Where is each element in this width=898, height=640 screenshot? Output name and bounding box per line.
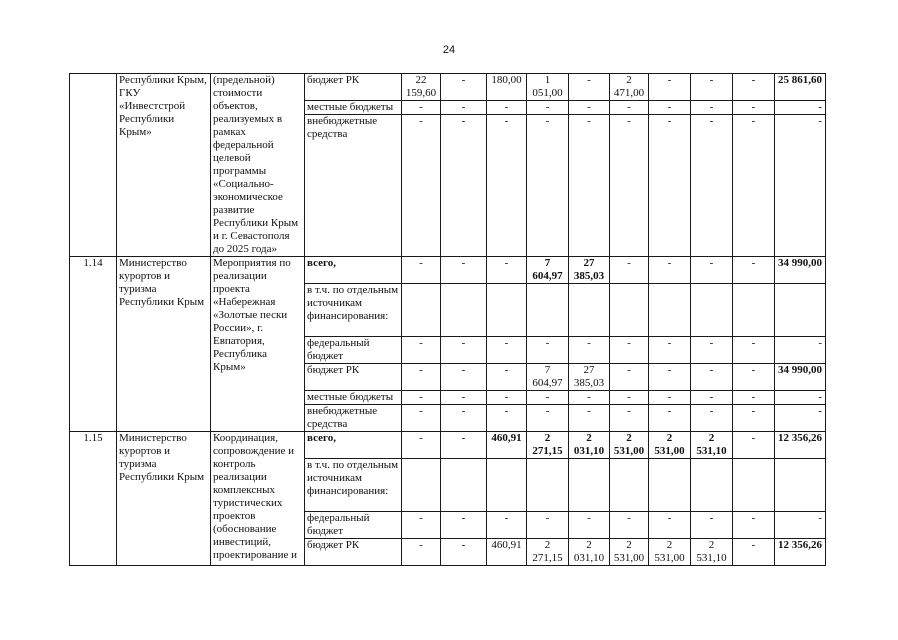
total-value-cell	[775, 459, 826, 512]
year-value-cell: -	[487, 391, 527, 405]
year-value-cell: -	[569, 337, 610, 364]
year-value-cell: -	[441, 512, 487, 539]
year-value-cell: -	[610, 405, 649, 432]
year-value-cell	[487, 459, 527, 512]
year-value-cell: -	[402, 391, 441, 405]
row-index	[70, 74, 117, 257]
year-value-cell: -	[441, 432, 487, 459]
year-value-cell: -	[527, 115, 569, 257]
year-value-cell	[691, 284, 733, 337]
year-value-cell: 7 604,97	[527, 257, 569, 284]
year-value-cell: -	[649, 74, 691, 101]
year-value-cell: -	[649, 405, 691, 432]
year-value-cell: -	[691, 257, 733, 284]
year-value-cell: -	[402, 512, 441, 539]
measure-cell: Координация, сопровождение и контроль реализации комплексных туристических проектов (обоснование инвестиций, проектирование и	[211, 432, 305, 566]
executor-cell: Республики Крым, ГКУ «Инвестстрой Республики Крым»	[117, 74, 211, 257]
year-value-cell	[402, 284, 441, 337]
year-value-cell: -	[733, 364, 775, 391]
year-value-cell	[487, 284, 527, 337]
year-value-cell: -	[691, 74, 733, 101]
funding-source-cell: бюджет РК	[305, 364, 402, 391]
year-value-cell: -	[487, 337, 527, 364]
year-value-cell: -	[441, 405, 487, 432]
year-value-cell: -	[691, 391, 733, 405]
total-value-cell: -	[775, 391, 826, 405]
year-value-cell	[441, 459, 487, 512]
year-value-cell	[569, 459, 610, 512]
year-value-cell: -	[527, 337, 569, 364]
year-value-cell: 2 031,10	[569, 432, 610, 459]
year-value-cell: -	[733, 405, 775, 432]
year-value-cell: 2 531,00	[610, 539, 649, 566]
year-value-cell: 2 531,10	[691, 539, 733, 566]
year-value-cell: -	[610, 115, 649, 257]
funding-source-cell: местные бюджеты	[305, 391, 402, 405]
year-value-cell: 1 051,00	[527, 74, 569, 101]
year-value-cell: -	[649, 115, 691, 257]
measure-cell: Мероприятия по реализации проекта «Набережная «Золотые пески России», г. Евпатория, Республика Крым»	[211, 257, 305, 432]
year-value-cell: -	[649, 101, 691, 115]
row-index: 1.15	[70, 432, 117, 566]
year-value-cell: -	[402, 539, 441, 566]
year-value-cell: -	[402, 405, 441, 432]
total-value-cell: 25 861,60	[775, 74, 826, 101]
year-value-cell: -	[441, 364, 487, 391]
year-value-cell	[527, 459, 569, 512]
year-value-cell	[610, 284, 649, 337]
total-value-cell: -	[775, 337, 826, 364]
year-value-cell: -	[402, 337, 441, 364]
year-value-cell: 7 604,97	[527, 364, 569, 391]
year-value-cell: 22 159,60	[402, 74, 441, 101]
year-value-cell: -	[610, 101, 649, 115]
year-value-cell: -	[569, 74, 610, 101]
year-value-cell: -	[691, 364, 733, 391]
total-value-cell: 12 356,26	[775, 539, 826, 566]
page-number: 24	[442, 44, 456, 56]
year-value-cell: -	[733, 115, 775, 257]
year-value-cell: -	[527, 405, 569, 432]
year-value-cell: -	[691, 405, 733, 432]
funding-source-cell: федеральный бюджет	[305, 512, 402, 539]
budget-body	[70, 74, 826, 566]
total-value-cell: -	[775, 512, 826, 539]
year-value-cell: -	[691, 512, 733, 539]
year-value-cell: -	[610, 391, 649, 405]
year-value-cell: 2 471,00	[610, 74, 649, 101]
year-value-cell: -	[402, 432, 441, 459]
year-value-cell	[402, 459, 441, 512]
year-value-cell: -	[610, 337, 649, 364]
year-value-cell: -	[610, 512, 649, 539]
year-value-cell: -	[487, 115, 527, 257]
table-row	[70, 74, 826, 101]
table-row	[70, 432, 826, 459]
year-value-cell: -	[441, 101, 487, 115]
year-value-cell: 180,00	[487, 74, 527, 101]
year-value-cell: -	[733, 539, 775, 566]
year-value-cell: -	[402, 257, 441, 284]
year-value-cell: -	[487, 101, 527, 115]
year-value-cell: -	[487, 512, 527, 539]
year-value-cell	[569, 284, 610, 337]
funding-source-cell: в т.ч. по отдельным источникам финансирования:	[305, 284, 402, 337]
year-value-cell: 460,91	[487, 432, 527, 459]
year-value-cell: 27 385,03	[569, 364, 610, 391]
year-value-cell: -	[569, 512, 610, 539]
funding-source-cell: в т.ч. по отдельным источникам финансирования:	[305, 459, 402, 512]
year-value-cell: -	[733, 512, 775, 539]
year-value-cell: -	[569, 101, 610, 115]
total-value-cell: -	[775, 115, 826, 257]
year-value-cell: -	[691, 115, 733, 257]
funding-source-cell: внебюджетные средства	[305, 405, 402, 432]
year-value-cell: -	[487, 364, 527, 391]
funding-source-cell: местные бюджеты	[305, 101, 402, 115]
year-value-cell: -	[402, 115, 441, 257]
year-value-cell: -	[610, 364, 649, 391]
year-value-cell: 460,91	[487, 539, 527, 566]
year-value-cell: -	[649, 257, 691, 284]
year-value-cell: 27 385,03	[569, 257, 610, 284]
year-value-cell: -	[733, 391, 775, 405]
total-value-cell: 34 990,00	[775, 364, 826, 391]
budget-table	[69, 73, 826, 566]
year-value-cell: -	[527, 512, 569, 539]
total-value-cell: 34 990,00	[775, 257, 826, 284]
year-value-cell	[527, 284, 569, 337]
year-value-cell: -	[487, 257, 527, 284]
year-value-cell: -	[691, 101, 733, 115]
year-value-cell: -	[527, 391, 569, 405]
year-value-cell: -	[610, 257, 649, 284]
year-value-cell: 2 531,00	[649, 539, 691, 566]
total-value-cell: -	[775, 405, 826, 432]
year-value-cell: -	[733, 74, 775, 101]
total-value-cell: -	[775, 101, 826, 115]
year-value-cell: -	[733, 432, 775, 459]
year-value-cell: 2 271,15	[527, 539, 569, 566]
funding-source-cell: федеральный бюджет	[305, 337, 402, 364]
year-value-cell: -	[487, 405, 527, 432]
year-value-cell: -	[649, 364, 691, 391]
year-value-cell	[649, 459, 691, 512]
year-value-cell: -	[441, 257, 487, 284]
row-index: 1.14	[70, 257, 117, 432]
year-value-cell	[649, 284, 691, 337]
year-value-cell: -	[441, 74, 487, 101]
year-value-cell	[691, 459, 733, 512]
year-value-cell: -	[691, 337, 733, 364]
year-value-cell	[441, 284, 487, 337]
year-value-cell: -	[733, 101, 775, 115]
funding-source-cell: внебюджетные средства	[305, 115, 402, 257]
year-value-cell	[610, 459, 649, 512]
year-value-cell: -	[649, 512, 691, 539]
year-value-cell: -	[527, 101, 569, 115]
total-value-cell	[775, 284, 826, 337]
executor-cell: Министерство курортов и туризма Республики Крым	[117, 257, 211, 432]
year-value-cell: 2 531,00	[610, 432, 649, 459]
year-value-cell: -	[733, 257, 775, 284]
total-value-cell: 12 356,26	[775, 432, 826, 459]
measure-cell: (предельной) стоимости объектов, реализуемых в рамках федеральной целевой программы «Социально-экономическое развитие Республики Крым и г. Севастополя до 2025 года»	[211, 74, 305, 257]
funding-source-cell: всего,	[305, 257, 402, 284]
year-value-cell: -	[733, 337, 775, 364]
year-value-cell: -	[569, 391, 610, 405]
year-value-cell: -	[649, 337, 691, 364]
funding-source-cell: всего,	[305, 432, 402, 459]
year-value-cell: -	[441, 115, 487, 257]
year-value-cell: 2 031,10	[569, 539, 610, 566]
funding-source-cell: бюджет РК	[305, 539, 402, 566]
year-value-cell: 2 271,15	[527, 432, 569, 459]
year-value-cell: -	[649, 391, 691, 405]
table-row	[70, 257, 826, 284]
funding-source-cell: бюджет РК	[305, 74, 402, 101]
year-value-cell	[733, 459, 775, 512]
year-value-cell: -	[569, 405, 610, 432]
year-value-cell	[733, 284, 775, 337]
year-value-cell: -	[402, 101, 441, 115]
year-value-cell: -	[569, 115, 610, 257]
year-value-cell: 2 531,00	[649, 432, 691, 459]
year-value-cell: -	[441, 337, 487, 364]
executor-cell: Министерство курортов и туризма Республики Крым	[117, 432, 211, 566]
year-value-cell: -	[402, 364, 441, 391]
year-value-cell: 2 531,10	[691, 432, 733, 459]
year-value-cell: -	[441, 391, 487, 405]
year-value-cell: -	[441, 539, 487, 566]
